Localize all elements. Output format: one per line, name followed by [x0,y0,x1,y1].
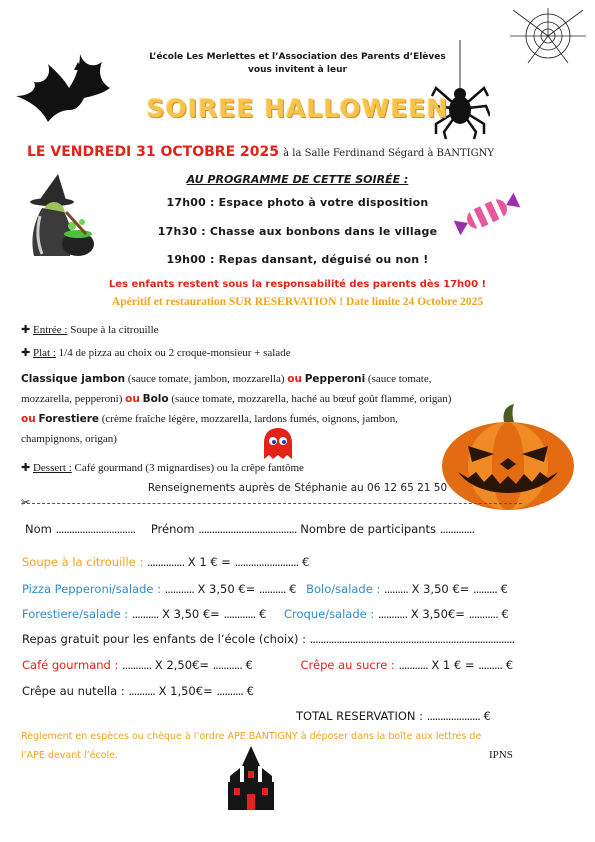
cafe-total-field[interactable]: ........... [212,658,242,672]
crepe-sucre-qty-field[interactable]: ........... [398,658,428,672]
form-row-soupe [22,555,309,569]
soupe-price: X 1 € = [187,555,231,569]
plus-icon: ✚ [21,347,33,359]
event-date: LE VENDREDI 31 OCTOBRE 2025 [27,144,279,160]
euro-sign: € [500,582,508,596]
crepe-nutella-price: X 1,50€= [158,684,213,698]
cafe-label: Café gourmand : [22,658,119,672]
euro-sign: € [289,582,297,596]
event-date-line [27,144,494,160]
total-label: TOTAL RESERVATION : [296,709,424,723]
crepe-sucre-total-field[interactable]: ......... [478,658,503,672]
or-word: ou [21,413,36,425]
euro-sign: € [483,709,491,723]
pizza-forestiere-name: Forestiere [38,413,100,425]
pepperoni-label: Pizza Pepperoni/salade : [22,582,161,596]
entree-text: Soupe à la citrouille [70,324,159,336]
form-row-cafe [22,658,513,672]
euro-sign: € [259,607,267,621]
ipns-mention: IPNS [489,749,513,761]
nom-label: Nom [25,522,52,536]
croque-qty-field[interactable]: ........... [377,607,408,621]
crepe-nutella-label: Crêpe au nutella : [22,684,125,698]
forestiere-total-field[interactable]: ............ [223,607,256,621]
bolo-total-field[interactable]: ......... [472,582,497,596]
dessert-text: Café gourmand (3 mignardises) ou la crêpe fantôme [74,462,304,474]
total-field[interactable]: .................... [426,709,480,723]
repas-gratuit-field[interactable]: ............................................................................. [309,632,515,646]
euro-sign: € [301,555,310,569]
prenom-label: Prénom [150,522,195,536]
soupe-label: Soupe à la citrouille : [22,555,144,569]
reservation-notice: Apéritif et restauration SUR RESERVATION ! Date limite 24 Octobre 2025 [111,296,484,308]
program-item: 17h00 : Espace photo à votre disposition [166,196,429,209]
participants-field[interactable]: ............. [439,522,475,536]
forestiere-label: Forestiere/salade : [22,607,129,621]
or-word: ou [125,393,140,405]
crepe-sucre-label: Crêpe au sucre : [300,658,395,672]
page-title: SOIREE HALLOWEEN [146,94,449,123]
pizza-forestiere-desc-2: champignons, origan) [21,433,117,445]
pizza-pepperoni-desc-2: mozzarella, pepperoni) [21,393,123,405]
intro-line-2: vous invitent à leur [248,65,347,75]
form-row-forestiere [22,607,509,621]
payment-line-1: Règlement en espèces ou chèque à l’ordre APE BANTIGNY à déposer dans la boîte aux lettres de [21,731,482,742]
pizza-bolo-desc: (sauce tomate, mozzarella, haché au bœuf goût flammé, origan) [171,393,452,405]
program-heading: AU PROGRAMME DE CETTE SOIRÉE : [186,173,409,186]
responsibility-notice: Les enfants restent sous la responsabilité des parents dès 17h00 ! [108,279,487,290]
euro-sign: € [505,658,514,672]
pizza-classique-desc: (sauce tomate, jambon, mozzarella) [127,373,285,385]
pizza-pepperoni-desc: (sauce tomate, [367,373,432,385]
program-item: 17h30 : Chasse aux bonbons dans le village [157,225,438,238]
pizza-bolo-name: Bolo [142,393,169,405]
euro-sign: € [501,607,509,621]
croque-total-field[interactable]: ........... [468,607,498,621]
payment-instructions [21,727,531,765]
menu-plat [21,346,291,360]
croque-label: Croque/salade : [283,607,375,621]
soupe-total-field[interactable]: ........................ [234,555,299,569]
cafe-price: X 2,50€= [154,658,209,672]
nom-field[interactable]: .............................. [55,522,136,536]
menu-dessert [21,461,304,475]
contact-info: Renseignements auprès de Stéphanie au 06 12 65 21 50 [147,482,448,494]
forestiere-qty-field[interactable]: .......... [131,607,159,621]
form-row-pizza [22,582,508,596]
pizza-forestiere-desc: (crème fraîche légère, mozzarella, lardons fumés, oignons, jambon, [101,413,399,425]
repas-gratuit-label: Repas gratuit pour les enfants de l’école (choix) : [22,632,306,646]
participants-label: Nombre de participants [300,522,437,536]
euro-sign: € [245,658,253,672]
scissors-icon: ✂ [21,496,31,509]
crepe-sucre-price: X 1 € = [431,658,475,672]
intro [0,51,595,77]
menu-entree [21,323,159,337]
plat-text: 1/4 de pizza au choix ou 2 croque-monsieur + salade [58,347,291,359]
plus-icon: ✚ [21,324,33,336]
menu-pizzas [21,369,581,449]
forestiere-price: X 3,50 €= [162,607,220,621]
euro-sign: € [246,684,254,698]
intro-line-1: L’école Les Merlettes et l’Association des Parents d’Elèves [149,52,446,62]
pepperoni-price: X 3,50 €= [197,582,256,596]
form-row-identity [25,522,474,536]
bolo-qty-field[interactable]: ......... [384,582,408,596]
cafe-qty-field[interactable]: ........... [122,658,152,672]
form-row-total [296,709,491,723]
pepperoni-qty-field[interactable]: ........... [164,582,194,596]
entree-label: Entrée : [32,324,68,336]
crepe-nutella-qty-field[interactable]: .......... [128,684,155,698]
form-row-nutella [22,684,254,698]
dessert-label: Dessert : [32,462,72,474]
cut-line [22,503,522,504]
payment-line-2: l’APE devant l’école. [21,750,119,761]
plus-icon: ✚ [21,462,33,474]
event-place: à la Salle Ferdinand Ségard à BANTIGNY [283,148,494,159]
prenom-field[interactable]: ..................................... [198,522,297,536]
crepe-nutella-total-field[interactable]: .......... [216,684,243,698]
croque-price: X 3,50€= [410,607,465,621]
plat-label: Plat : [32,347,56,359]
bolo-label: Bolo/salade : [306,582,381,596]
pizza-pepperoni-name: Pepperoni [304,373,366,385]
soupe-qty-field[interactable]: .............. [146,555,185,569]
pizza-classique-name: Classique jambon [21,373,126,385]
bolo-price: X 3,50 €= [411,582,470,596]
form-row-repas-gratuit [22,632,514,646]
pepperoni-total-field[interactable]: .......... [258,582,286,596]
or-word: ou [287,373,302,385]
program-item: 19h00 : Repas dansant, déguisé ou non ! [166,253,429,266]
